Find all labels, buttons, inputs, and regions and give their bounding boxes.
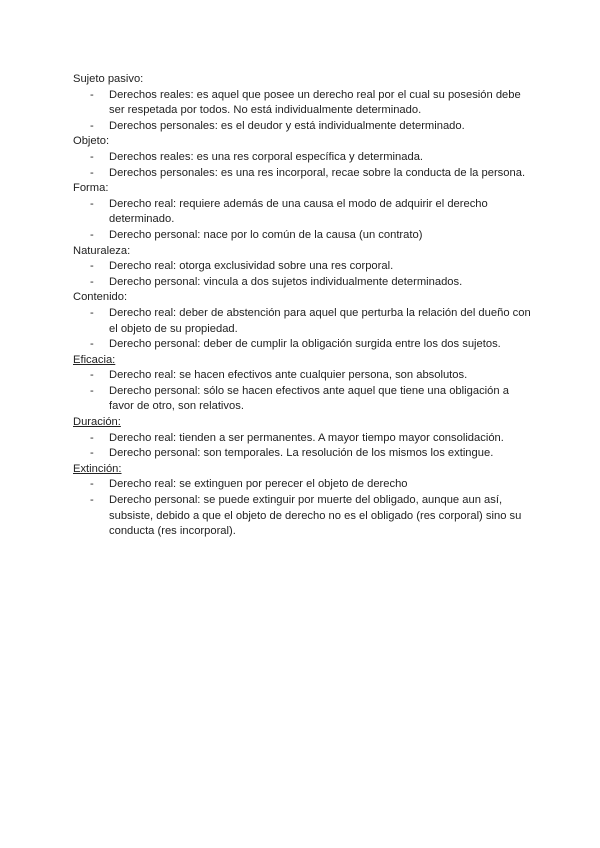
dash-bullet: - bbox=[90, 431, 94, 444]
bullet-list bbox=[73, 88, 533, 135]
list-item bbox=[73, 384, 533, 415]
dash-bullet: - bbox=[90, 306, 94, 319]
list-item bbox=[73, 493, 533, 540]
dash-bullet: - bbox=[90, 478, 94, 491]
section-heading: Forma: bbox=[73, 182, 109, 195]
section-heading: Objeto: bbox=[73, 135, 110, 148]
bullet-list bbox=[73, 477, 533, 539]
section bbox=[73, 462, 533, 540]
list-item-text: Derecho personal: son temporales. La resolución de los mismos los extingue. bbox=[109, 447, 494, 460]
section bbox=[73, 134, 533, 181]
section-heading: Duración: bbox=[73, 416, 121, 429]
dash-bullet: - bbox=[90, 119, 94, 132]
document-body bbox=[73, 72, 533, 540]
section-heading: Eficacia: bbox=[73, 353, 116, 366]
section bbox=[73, 244, 533, 291]
list-item-text: Derecho real: requiere además de una causa el modo de adquirir el derecho determinado. bbox=[109, 197, 488, 226]
list-item-text: Derecho real: se extinguen por perecer el objeto de derecho bbox=[109, 478, 408, 491]
list-item-text: Derecho personal: sólo se hacen efectivos ante aquel que tiene una obligación a favor de otro, son relativos. bbox=[109, 384, 509, 413]
list-item-text: Derecho personal: se puede extinguir por muerte del obligado, aunque aun así, subsiste, debido a que el objeto de derecho no es el obligado (res corporal) sino su conducta (res incorporal). bbox=[109, 494, 522, 538]
list-item-text: Derechos reales: es aquel que posee un derecho real por el cual su posesión debe ser respetada por todos. No está individualmente determinado. bbox=[109, 88, 521, 117]
section bbox=[73, 181, 533, 243]
dash-bullet: - bbox=[90, 88, 94, 101]
list-item-text: Derecho real: deber de abstención para aquel que perturba la relación del dueño con el objeto de su propiedad. bbox=[109, 306, 531, 335]
dash-bullet: - bbox=[90, 338, 94, 351]
list-item bbox=[73, 275, 533, 291]
bullet-list bbox=[73, 197, 533, 244]
section-heading: Sujeto pasivo: bbox=[73, 73, 144, 85]
list-item bbox=[73, 446, 533, 462]
list-item-text: Derecho personal: nace por lo común de la causa (un contrato) bbox=[109, 228, 423, 241]
bullet-list bbox=[73, 150, 533, 181]
dash-bullet: - bbox=[90, 166, 94, 179]
section bbox=[73, 353, 533, 415]
list-item-text: Derechos personales: es una res incorporal, recae sobre la conducta de la persona. bbox=[109, 166, 526, 179]
list-item bbox=[73, 197, 533, 228]
dash-bullet: - bbox=[90, 494, 94, 507]
dash-bullet: - bbox=[90, 369, 94, 382]
list-item-text: Derechos personales: es el deudor y está individualmente determinado. bbox=[109, 119, 465, 132]
list-item bbox=[73, 88, 533, 119]
bullet-list bbox=[73, 259, 533, 290]
dash-bullet: - bbox=[90, 384, 94, 397]
dash-bullet: - bbox=[90, 275, 94, 288]
list-item-text: Derecho real: otorga exclusividad sobre una res corporal. bbox=[109, 260, 394, 273]
dash-bullet: - bbox=[90, 197, 94, 210]
section-heading: Naturaleza: bbox=[73, 244, 131, 257]
section-heading: Contenido: bbox=[73, 291, 128, 304]
bullet-list bbox=[73, 431, 533, 462]
list-item-text: Derecho real: tienden a ser permanentes. A mayor tiempo mayor consolidación. bbox=[109, 431, 504, 444]
list-item bbox=[73, 337, 533, 353]
list-item bbox=[73, 368, 533, 384]
list-item bbox=[73, 150, 533, 166]
list-item bbox=[73, 306, 533, 337]
bullet-list bbox=[73, 368, 533, 415]
list-item-text: Derecho personal: deber de cumplir la obligación surgida entre los dos sujetos. bbox=[109, 338, 501, 351]
dash-bullet: - bbox=[90, 150, 94, 163]
list-item bbox=[73, 477, 533, 493]
section bbox=[73, 290, 533, 352]
list-item-text: Derechos reales: es una res corporal específica y determinada. bbox=[109, 150, 424, 163]
dash-bullet: - bbox=[90, 228, 94, 241]
dash-bullet: - bbox=[90, 260, 94, 273]
list-item-text: Derecho personal: vincula a dos sujetos individualmente determinados. bbox=[109, 275, 463, 288]
list-item bbox=[73, 259, 533, 275]
bullet-list bbox=[73, 306, 533, 353]
section bbox=[73, 415, 533, 462]
list-item bbox=[73, 431, 533, 447]
list-item bbox=[73, 119, 533, 135]
list-item bbox=[73, 166, 533, 182]
section bbox=[73, 72, 533, 134]
list-item bbox=[73, 228, 533, 244]
list-item-text: Derecho real: se hacen efectivos ante cualquier persona, son absolutos. bbox=[109, 369, 468, 382]
dash-bullet: - bbox=[90, 447, 94, 460]
section-heading: Extinción: bbox=[73, 462, 122, 475]
